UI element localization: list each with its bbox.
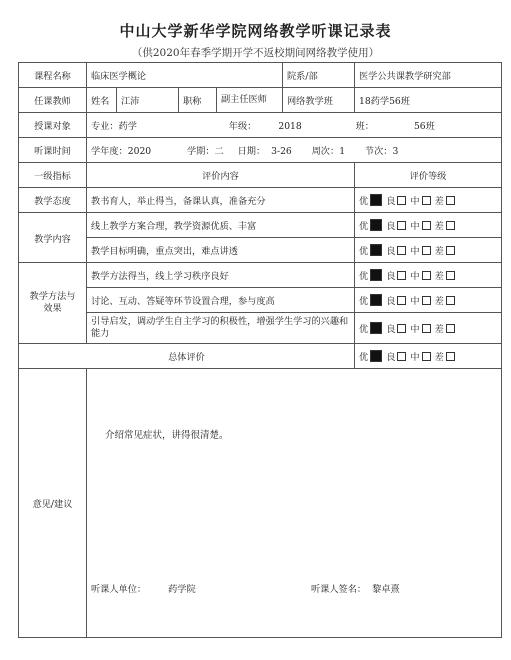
dept-value: 医学公共课教学研究部: [355, 63, 502, 88]
criterion-text: 教书育人，举止得当，备课认真，准备充分: [87, 188, 355, 213]
grade-option-label: 良: [386, 296, 396, 307]
teacher-label: 任课教师: [19, 88, 87, 113]
grade-option: [386, 193, 410, 207]
grade-choices: [355, 238, 502, 263]
grade-option-label: 差: [434, 246, 444, 257]
checkbox[interactable]: [422, 221, 431, 230]
week-label: 周次：: [311, 146, 340, 157]
criterion-group-content: 教学内容: [19, 213, 87, 263]
unit-label: 听课人单位：: [91, 584, 147, 595]
opinion-row: [19, 369, 502, 638]
indicator-header: 一级指标: [19, 163, 87, 188]
class-no-value: 56班: [413, 121, 435, 132]
grade-option-label: 差: [434, 196, 444, 207]
grade-option: [359, 268, 386, 282]
criterion-row: [19, 238, 502, 263]
grade-option: [410, 218, 434, 232]
grade-option-label: 良: [386, 246, 396, 257]
grade-option-label: 良: [386, 271, 396, 282]
checkbox[interactable]: [446, 221, 455, 230]
criterion-row: [19, 188, 502, 213]
criterion-row: [19, 213, 502, 238]
grade-option-label: 中: [410, 196, 420, 207]
grade-option: [386, 293, 410, 307]
checkbox[interactable]: [422, 352, 431, 361]
grade-option: [386, 218, 410, 232]
opinion-area: [87, 369, 502, 638]
audience-label: 授课对象: [19, 113, 87, 138]
audience-info: [87, 113, 502, 138]
criterion-text: 教学方法得当，线上学习秩序良好: [87, 263, 355, 288]
grade-option-label: 优: [359, 271, 369, 282]
grade-option-label: 差: [434, 324, 444, 335]
checkbox[interactable]: [422, 246, 431, 255]
grade-option-label: 良: [386, 196, 396, 207]
header-row: [19, 163, 502, 188]
grade-option-label: 优: [359, 196, 369, 207]
grade-option: [386, 349, 410, 363]
grade-header: 评价等级: [355, 163, 502, 188]
checkbox[interactable]: [397, 246, 406, 255]
grade-option-label: 中: [410, 221, 420, 232]
grade-option-label: 优: [359, 352, 369, 363]
grade-choices: [355, 263, 502, 288]
grade-option-label: 中: [410, 296, 420, 307]
grade-option: [435, 349, 459, 363]
checkbox-checked[interactable]: [370, 322, 382, 334]
dept-label: 院系/部: [283, 63, 355, 88]
grade-option-label: 优: [359, 324, 369, 335]
checkbox[interactable]: [422, 196, 431, 205]
grade-option: [410, 293, 434, 307]
grade-option-label: 良: [386, 324, 396, 335]
grade-choices: [355, 288, 502, 313]
checkbox[interactable]: [397, 221, 406, 230]
date-value: 3-26: [271, 146, 292, 157]
grade-option: [386, 321, 410, 335]
audience-row: [19, 113, 502, 138]
checkbox[interactable]: [446, 324, 455, 333]
signature-field: [311, 581, 400, 595]
grade-option: [410, 243, 434, 257]
grade-option-label: 差: [434, 221, 444, 232]
date-label: 日期：: [237, 146, 266, 157]
grade-option: [435, 218, 459, 232]
checkbox-checked[interactable]: [370, 350, 382, 362]
grade-option: [410, 321, 434, 335]
grade-option: [359, 293, 386, 307]
overall-row: [19, 344, 502, 369]
title-label: 职称: [179, 88, 217, 113]
year-label: 学年度：: [91, 146, 128, 157]
grade-option: [386, 243, 410, 257]
sign-label: 听课人签名：: [311, 584, 367, 595]
grade-option-label: 优: [359, 221, 369, 232]
checkbox[interactable]: [397, 324, 406, 333]
week-value: 1: [339, 146, 346, 157]
overall-label: 总体评价: [19, 344, 355, 369]
grade-option-label: 良: [386, 352, 396, 363]
period-label: 节次：: [364, 146, 393, 157]
name-value: 江沛: [117, 88, 179, 113]
checkbox[interactable]: [446, 352, 455, 361]
checkbox-checked[interactable]: [370, 219, 382, 231]
grade-option: [359, 193, 386, 207]
form-title: 中山大学新华学院网络教学听课记录表: [119, 22, 392, 40]
checkbox[interactable]: [446, 271, 455, 280]
checkbox[interactable]: [446, 196, 455, 205]
grade-option: [359, 218, 386, 232]
name-label: 姓名: [87, 88, 117, 113]
checkbox-checked[interactable]: [370, 244, 382, 256]
criterion-text: 引导启发，调动学生自主学习的积极性，增强学生学习的兴趣和能力: [87, 313, 355, 344]
term-label: 学期：: [186, 146, 215, 157]
criterion-group-attitude: 教学态度: [19, 188, 87, 213]
unit-value: 药学院: [168, 584, 196, 595]
course-label: 课程名称: [19, 63, 87, 88]
criterion-text: 线上教学方案合理，教学资源优质、丰富: [87, 213, 355, 238]
time-info: [87, 138, 502, 163]
grade-option: [410, 193, 434, 207]
class-no-label: 班：: [355, 121, 374, 132]
checkbox-checked[interactable]: [370, 294, 382, 306]
grade-option-label: 中: [410, 246, 420, 257]
opinion-text: 介绍常见症状，讲得很清楚。: [105, 430, 229, 441]
grade-option: [435, 243, 459, 257]
grade-option-label: 差: [434, 296, 444, 307]
time-label: 听课时间: [19, 138, 87, 163]
content-header: 评价内容: [87, 163, 355, 188]
checkbox[interactable]: [397, 196, 406, 205]
grade-value: 2018: [278, 121, 302, 132]
major-label: 专业：: [91, 121, 119, 132]
criterion-row: [19, 263, 502, 288]
criterion-row: [19, 288, 502, 313]
checkbox[interactable]: [422, 324, 431, 333]
criterion-group-method: 教学方法与效果: [19, 263, 87, 344]
checkbox-checked[interactable]: [370, 269, 382, 281]
grade-option-label: 中: [410, 271, 420, 282]
grade-option: [359, 243, 386, 257]
grade-choices: [355, 344, 502, 369]
checkbox[interactable]: [397, 271, 406, 280]
grade-option: [410, 268, 434, 282]
grade-option: [359, 321, 386, 335]
criterion-row: [19, 313, 502, 344]
opinion-label: 意见/建议: [19, 369, 87, 638]
course-value: 临床医学概论: [87, 63, 283, 88]
grade-option: [435, 293, 459, 307]
course-row: [19, 63, 502, 88]
grade-option: [386, 268, 410, 282]
grade-choices: [355, 188, 502, 213]
major-value: 药学: [118, 121, 137, 132]
checkbox[interactable]: [422, 271, 431, 280]
grade-option: [435, 193, 459, 207]
criterion-text: 教学目标明确，重点突出，难点讲透: [87, 238, 355, 263]
grade-label: 年级：: [228, 121, 257, 132]
grade-option-label: 差: [434, 271, 444, 282]
checkbox[interactable]: [422, 296, 431, 305]
grade-option: [410, 349, 434, 363]
grade-option: [435, 268, 459, 282]
grade-choices: [355, 313, 502, 344]
grade-option-label: 中: [410, 324, 420, 335]
checkbox[interactable]: [397, 352, 406, 361]
grade-option: [435, 321, 459, 335]
class-label: 网络教学班: [283, 88, 355, 113]
grade-choices: [355, 213, 502, 238]
checkbox[interactable]: [397, 296, 406, 305]
unit-field: [91, 581, 196, 595]
form-subtitle: （供2020年春季学期开学不返校期间网络教学使用）: [131, 47, 380, 59]
sign-value: 黎卓熹: [372, 584, 400, 595]
checkbox[interactable]: [446, 246, 455, 255]
grade-option-label: 良: [386, 221, 396, 232]
grade-option-label: 优: [359, 246, 369, 257]
checkbox[interactable]: [446, 296, 455, 305]
checkbox-checked[interactable]: [370, 194, 382, 206]
time-row: [19, 138, 502, 163]
period-value: 3: [392, 146, 399, 157]
teacher-row: [19, 88, 502, 113]
title-value: 副主任医师: [217, 88, 283, 113]
criterion-text: 讨论、互动、答疑等环节设置合理，参与度高: [87, 288, 355, 313]
year-value: 2020: [127, 146, 152, 157]
evaluation-table: [18, 62, 502, 638]
grade-option: [359, 349, 386, 363]
grade-option-label: 优: [359, 296, 369, 307]
term-value: 二: [214, 146, 224, 157]
class-value: 18药学56班: [355, 88, 502, 113]
grade-option-label: 差: [434, 352, 444, 363]
grade-option-label: 中: [410, 352, 420, 363]
